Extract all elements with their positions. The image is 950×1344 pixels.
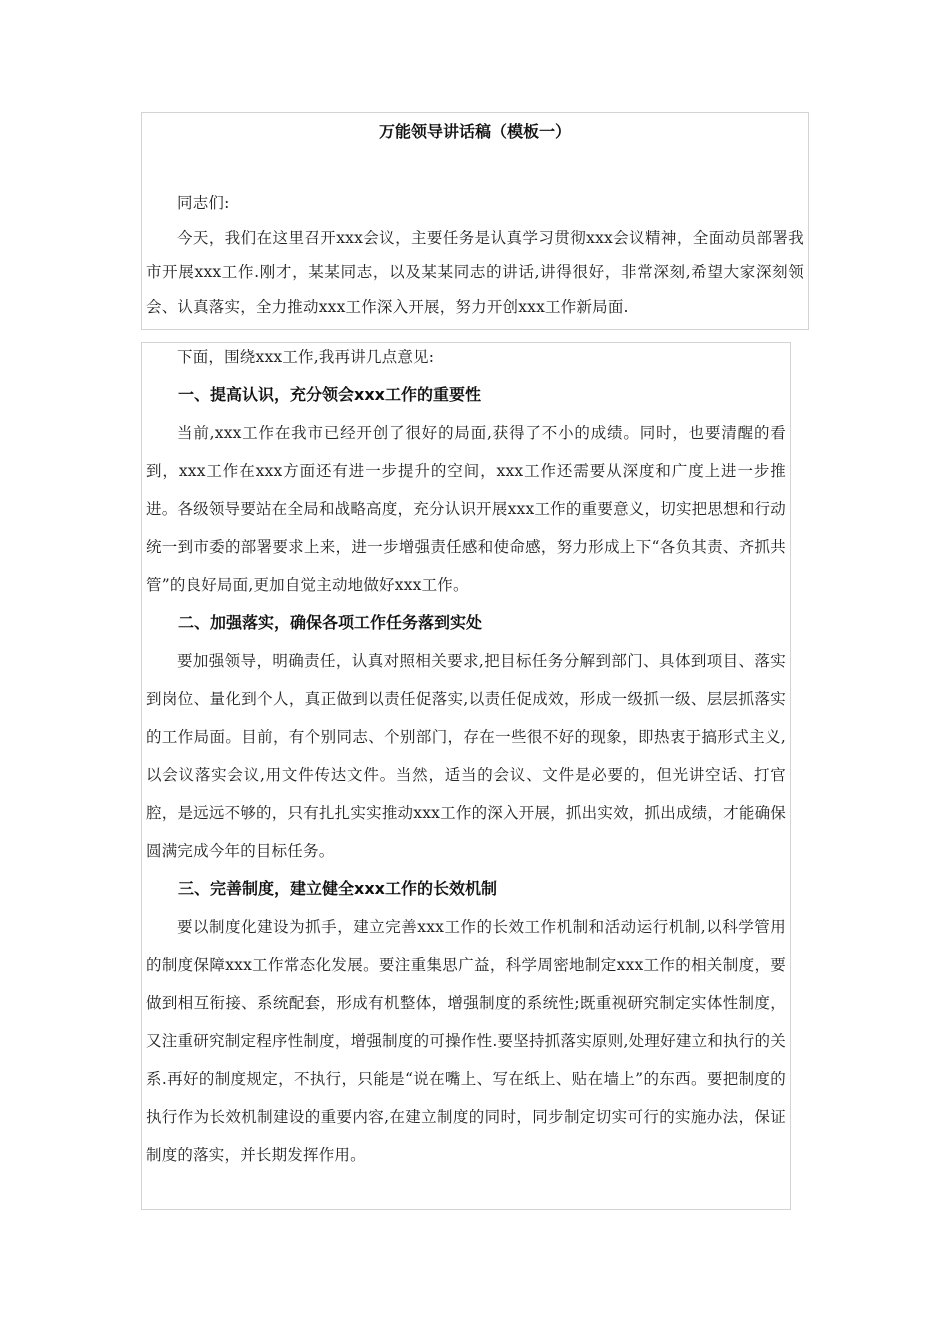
document-title: 万能领导讲话稿（模板一） — [378, 122, 571, 141]
document-page-block-1 — [141, 112, 809, 330]
intro-paragraph: 今天，我们在这里召开xxx会议，主要任务是认真学习贯彻xxx会议精神，全面动员部署我市开展xxx工作.刚才，某某同志，以及某某同志的讲话,讲得很好，非常深刻,希望大家深刻领会、认真落实，全力推动xxx工作深入开展，努力开创xxx工作新局面. — [146, 228, 804, 316]
transition-paragraph: 下面，围绕xxx工作,我再讲几点意见: — [177, 348, 435, 366]
document-page-block-2 — [141, 342, 791, 1210]
section-heading-3: 三、完善制度，建立健全xxx工作的长效机制 — [178, 879, 497, 898]
section-body-3: 要以制度化建设为抓手，建立完善xxx工作的长效工作机制和活动运行机制,以科学管用的制度保障xxx工作常态化发展。要注重集思广益，科学周密地制定xxx工作的相关制度，要做到相互衔接、系统配套，形成有机整体，增强制度的系统性;既重视研究制定实体性制度，又注重研究制定程序性制度，增强制度的可操作性.要坚持抓落实原则,处理好建立和执行的关系.再好的制度规定，不执行，只能是“说在嘴上、写在纸上、贴在墙上”的东西。要把制度的执行作为长效机制建设的重要内容,在建立制度的同时，同步制定切实可行的实施办法，保证制度的落实，并长期发挥作用。 — [146, 918, 786, 1164]
greeting: 同志们: — [177, 194, 230, 212]
section-body-2: 要加强领导，明确责任，认真对照相关要求,把目标任务分解到部门、具体到项目、落实到岗位、量化到个人，真正做到以责任促落实,以责任促成效，形成一级抓一级、层层抓落实的工作局面。目前，有个别同志、个别部门，存在一些很不好的现象，即热衷于搞形式主义,以会议落实会议,用文件传达文件。当然，适当的会议、文件是必要的，但光讲空话、打官腔，是远远不够的，只有扎扎实实推动xxx工作的深入开展，抓出实效，抓出成绩，才能确保圆满完成今年的目标任务。 — [146, 652, 786, 860]
section-body-1: 当前,xxx工作在我市已经开创了很好的局面,获得了不小的成绩。同时，也要清醒的看到，xxx工作在xxx方面还有进一步提升的空间，xxx工作还需要从深度和广度上进一步推进。各级领导要站在全局和战略高度，充分认识开展xxx工作的重要意义，切实把思想和行动统一到市委的部署要求上来，进一步增强责任感和使命感，努力形成上下“各负其责、齐抓共管”的良好局面,更加自觉主动地做好xxx工作。 — [146, 424, 786, 594]
section-heading-2: 二、加强落实，确保各项工作任务落到实处 — [178, 613, 483, 632]
section-heading-1: 一、提高认识，充分领会xxx工作的重要性 — [178, 385, 481, 404]
